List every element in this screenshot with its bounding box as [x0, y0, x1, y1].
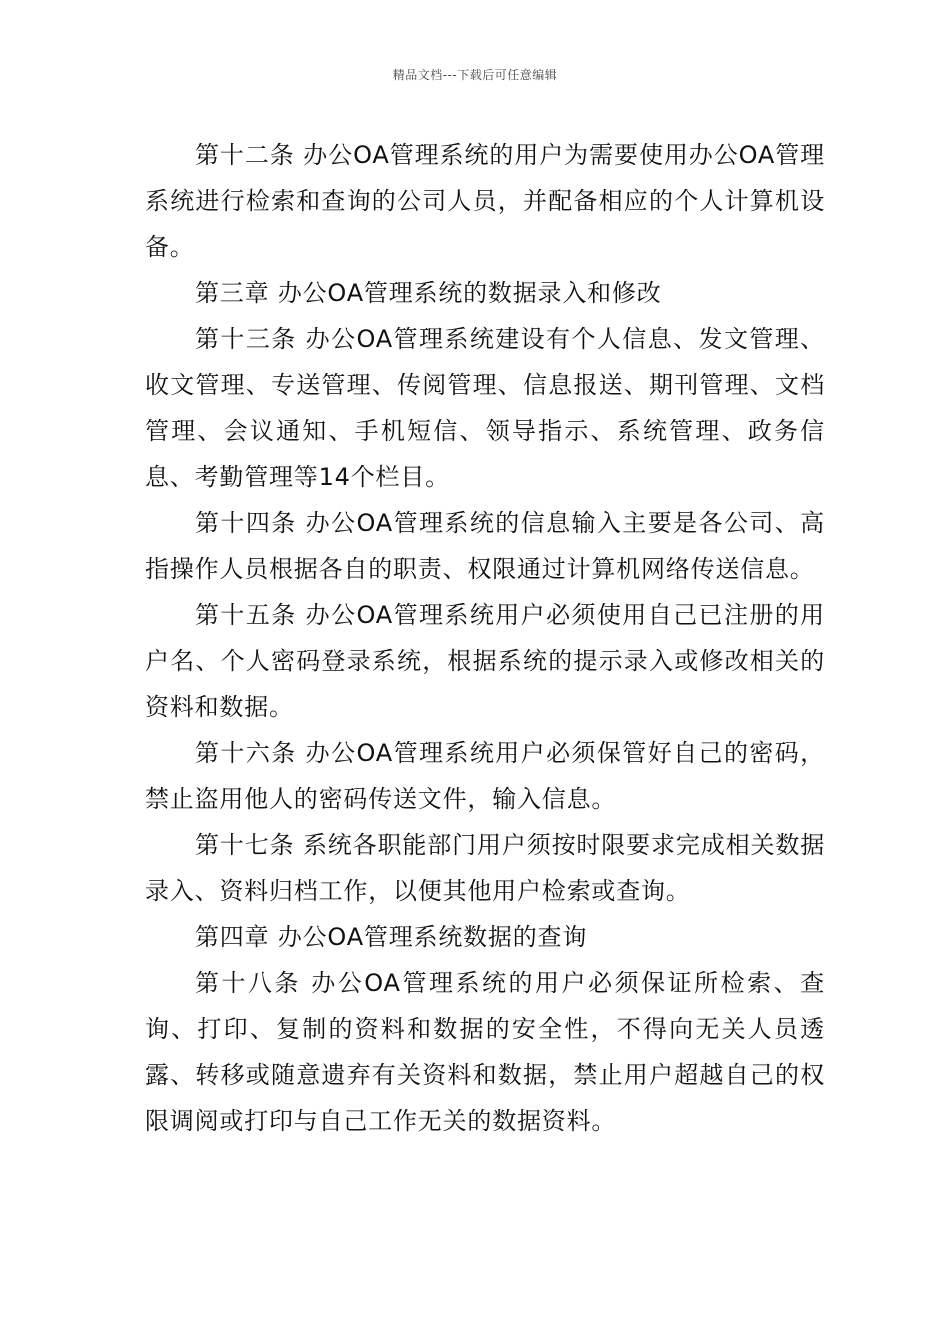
- article-14: 第十四条 办公OA管理系统的信息输入主要是各公司、高指操作人员根据各自的职责、权限通过计算机网络传送信息。: [145, 509, 825, 583]
- document-body: [145, 132, 825, 1144]
- article-12: 第十二条 办公OA管理系统的用户为需要使用办公OA管理系统进行检索和查询的公司人员，并配备相应的个人计算机设备。: [145, 141, 825, 261]
- page-header: 精品文档---下载后可任意编辑: [392, 68, 558, 82]
- article-13: 第十三条 办公OA管理系统建设有个人信息、发文管理、收文管理、专送管理、传阅管理、信息报送、期刊管理、文档管理、会议通知、手机短信、领导指示、系统管理、政务信息、考勤管理等14个栏目。: [145, 325, 825, 491]
- article-16: 第十六条 办公OA管理系统用户必须保管好自己的密码，禁止盗用他人的密码传送文件，输入信息。: [145, 739, 825, 813]
- chapter-4-heading: 第四章 办公OA管理系统数据的查询: [195, 923, 588, 951]
- article-18: 第十八条 办公OA管理系统的用户必须保证所检索、查询、打印、复制的资料和数据的安全性，不得向无关人员透露、转移或随意遗弃有关资料和数据，禁止用户超越自己的权限调阅或打印与自己工作无关的数据资料。: [145, 969, 825, 1135]
- chapter-3-heading: 第三章 办公OA管理系统的数据录入和修改: [195, 279, 662, 307]
- article-17: 第十七条 系统各职能部门用户须按时限要求完成相关数据录入、资料归档工作，以便其他用户检索或查询。: [145, 831, 825, 905]
- article-15: 第十五条 办公OA管理系统用户必须使用自己已注册的用户名、个人密码登录系统，根据系统的提示录入或修改相关的资料和数据。: [145, 601, 825, 721]
